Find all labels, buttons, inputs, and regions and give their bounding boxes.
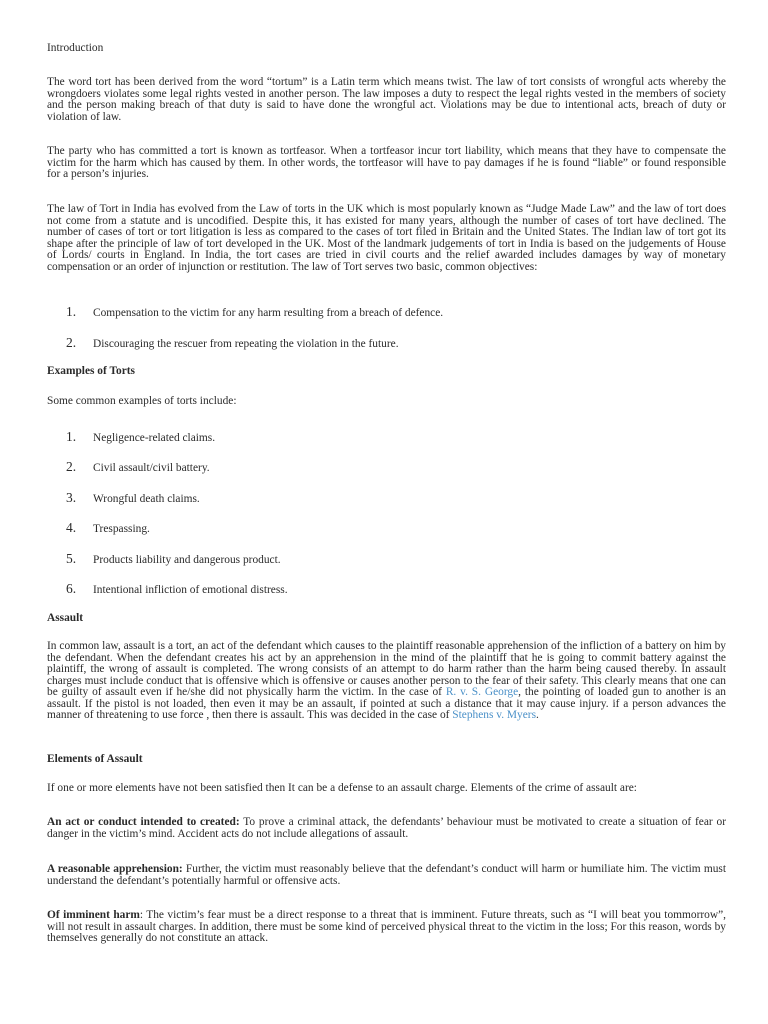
assault-text-c: . bbox=[536, 709, 539, 721]
element-harm-text: : The victim’s fear must be a direct response to a threat that is imminent. Future threats, such as “I will beat you tommorrow”, will not result in assault charges. In addition, there must be some kind of perceived physical threat to the victim in the loss; For this reason, words by themselves generally do not constitute an attack. bbox=[47, 909, 726, 944]
objective-list-item bbox=[66, 306, 706, 320]
list-text: Discouraging the rescuer from repeating the violation in the future. bbox=[93, 338, 399, 350]
example-list-item bbox=[66, 461, 706, 475]
list-number: 3. bbox=[66, 490, 77, 505]
list-number: 2. bbox=[66, 335, 77, 350]
list-number: 1. bbox=[66, 304, 77, 319]
list-number: 1. bbox=[66, 429, 77, 444]
assault-text-a: In common law, assault is a tort, an act of the defendant which causes to the plaintiff reasonable apprehension of the infliction of a battery on him by the defendant. When the defendant creates his act by an apprehension in the mind of the plaintiff that he is going to commit battery against the plaintiff, the wrong of assault is completed. The wrong consists of an attempt to do harm rather than the harm being caused thereby. In assault charges must include conduct that is offensive which is offensive or causes another person to the fear of their safety. This clearly means that one can be guilty of assault even if he/she did not physically harm the victim. In the case of bbox=[47, 640, 726, 698]
list-text: Products liability and dangerous product. bbox=[93, 554, 281, 566]
list-text: Negligence-related claims. bbox=[93, 432, 216, 444]
assault-paragraph bbox=[47, 641, 726, 722]
list-number: 2. bbox=[66, 459, 77, 474]
element-act-paragraph bbox=[47, 817, 726, 840]
example-list-item bbox=[66, 583, 706, 597]
example-list-item bbox=[66, 553, 706, 567]
list-number: 5. bbox=[66, 551, 77, 566]
elements-heading: Elements of Assault bbox=[47, 753, 143, 765]
element-harm-title: Of imminent harm bbox=[47, 909, 140, 921]
examples-heading: Examples of Torts bbox=[47, 365, 135, 377]
objective-list-item bbox=[66, 337, 706, 351]
list-text: Compensation to the victim for any harm resulting from a breach of defence. bbox=[93, 307, 444, 319]
assault-heading: Assault bbox=[47, 612, 84, 624]
element-apprehension-title: A reasonable apprehension: bbox=[47, 863, 183, 875]
case-link-stephens-v-myers[interactable]: Stephens v. Myers bbox=[452, 709, 537, 721]
elements-lead: If one or more elements have not been satisfied then It can be a defense to an assault charge. Elements of the crime of assault are: bbox=[47, 782, 637, 794]
list-text: Civil assault/civil battery. bbox=[93, 462, 210, 474]
list-text: Trespassing. bbox=[93, 523, 150, 535]
element-apprehension-paragraph bbox=[47, 864, 726, 887]
example-list-item bbox=[66, 492, 706, 506]
element-apprehension-text: Further, the victim must reasonably believe that the defendant’s conduct will harm or humiliate him. The victim must understand the defendant’s potentially harmful or offensive acts. bbox=[47, 863, 726, 887]
list-number: 6. bbox=[66, 581, 77, 596]
list-number: 4. bbox=[66, 520, 77, 535]
example-list-item bbox=[66, 522, 706, 536]
element-act-text: To prove a criminal attack, the defendants’ behaviour must be motivated to create a situation of fear or danger in the victim’s mind. Accident acts do not include allegations of assault. bbox=[47, 816, 727, 840]
list-text: Intentional infliction of emotional distress. bbox=[93, 584, 288, 596]
examples-lead: Some common examples of torts include: bbox=[47, 395, 237, 407]
intro-heading: Introduction bbox=[47, 42, 104, 54]
case-link-r-v-george[interactable]: R. v. S. George bbox=[445, 686, 519, 698]
intro-paragraph-2: The party who has committed a tort is known as tortfeasor. When a tortfeasor incur tort liability, which means that they have to compensate the victim for the harm which has caused by them. In other words, the tortfeasor will have to pay damages if he is found “liable” or found responsible for a person’s injuries. bbox=[47, 145, 726, 180]
element-harm-paragraph bbox=[47, 910, 726, 945]
element-act-title: An act or conduct intended to created: bbox=[47, 816, 240, 828]
example-list-item bbox=[66, 431, 706, 445]
intro-paragraph-1: The word tort has been derived from the word “tortum” is a Latin term which means twist. The law of tort consists of wrongful acts whereby the wrongdoers violates some legal rights vested in another person. The law imposes a duty to respect the legal rights vested in the members of society and the person making breach of that duty is said to have done the wrongful act. Violations may be due to intentional acts, breach of duty or violation of law. bbox=[47, 76, 726, 123]
assault-text-b: , the pointing of loaded gun to another is an assault. If the pistol is not loaded, then even it may be an assault, if pointed at such a distance that it may cause injury. if a person advances the manner of threatening to use force , then there is assault. This was decided in the case of bbox=[47, 686, 726, 721]
list-text: Wrongful death claims. bbox=[93, 493, 200, 505]
intro-paragraph-3: The law of Tort in India has evolved from the Law of torts in the UK which is most popularly known as “Judge Made Law” and the law of tort does not come from a statute and is uncodified. Despite this, it has existed for many years, although the number of cases of tort have declined. The number of cases of tort or tort litigation is less as compared to the cases of tort filed in Britain and the United States. The Indian law of tort got its shape after the principle of law of tort developed in the UK. Most of the landmark judgements of tort in India is based on the judgements of House of Lords/ courts in England. In India, the tort cases are tried in civil courts and the relief awarded includes damages by way of monetary compensation or an order of injunction or restitution. The law of Tort serves two basic, common objectives: bbox=[47, 203, 726, 273]
